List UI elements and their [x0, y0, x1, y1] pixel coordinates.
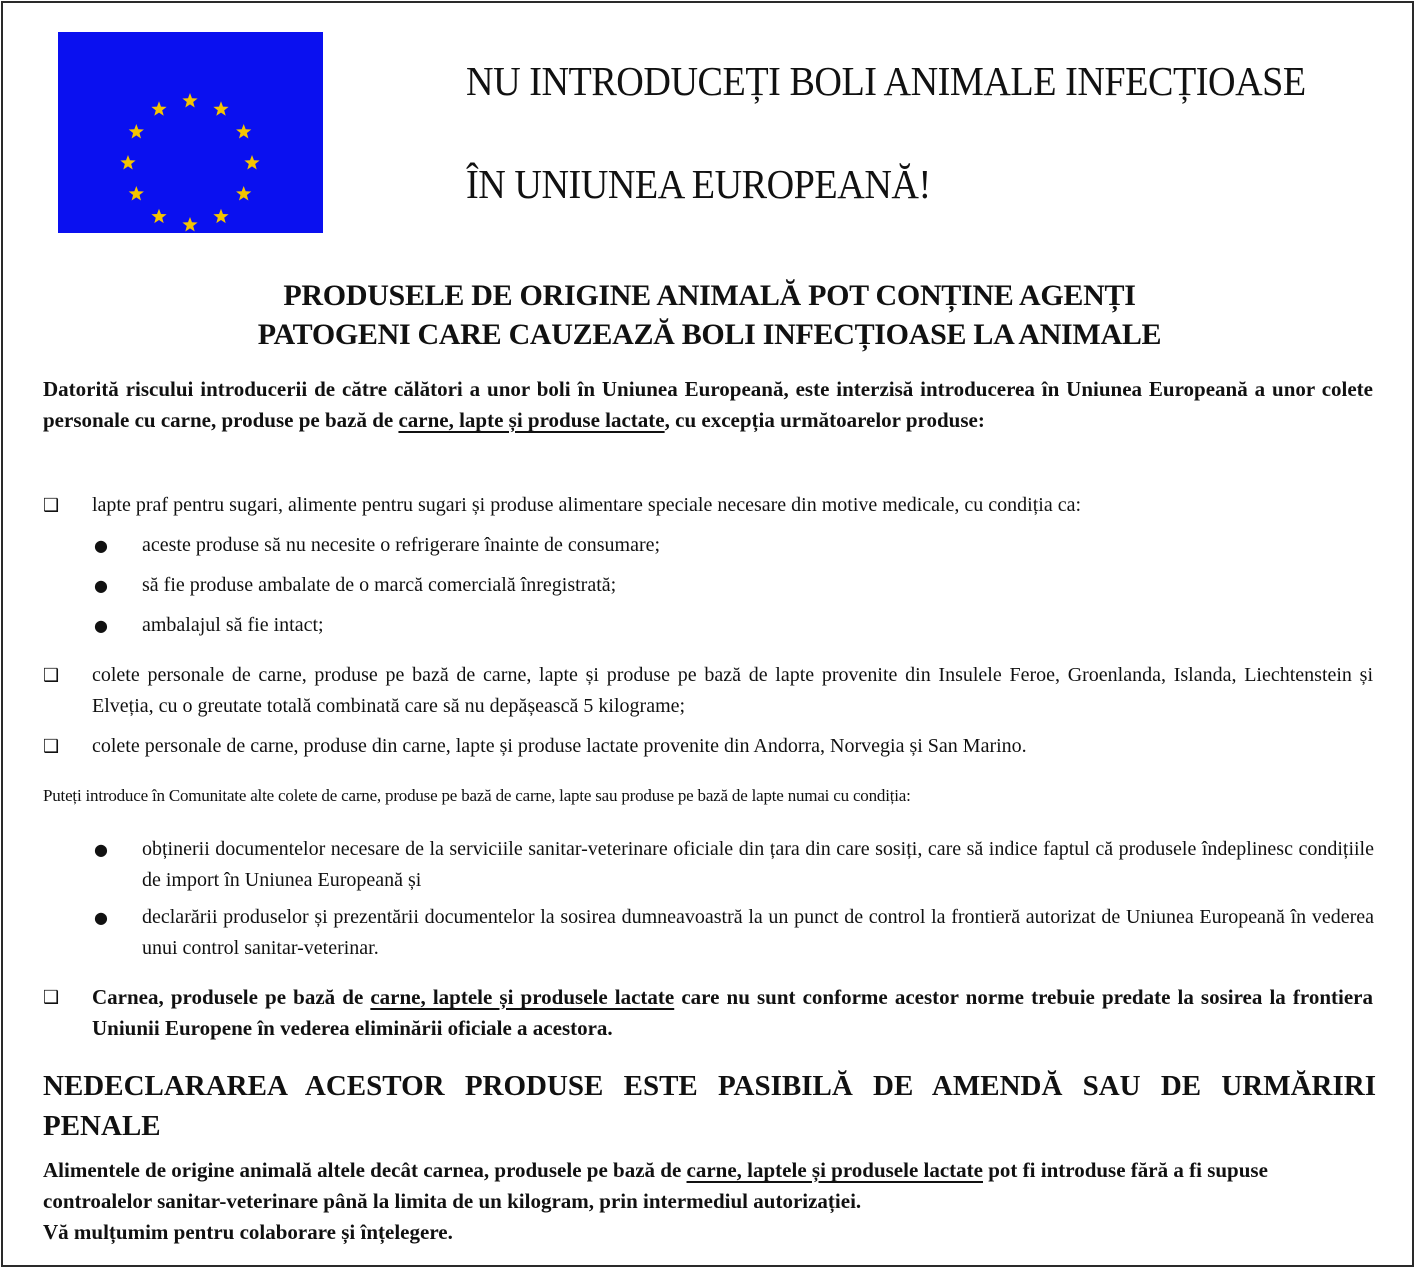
subtitle: [0, 276, 1419, 354]
note-condition-text: declarării produselor și prezentării documentelor la sosirea dumneavoastră la un punct de control la frontieră autorizat de Uniunea Europeană în vederea unui control sanitar-veterinar.: [142, 906, 1374, 959]
exception-text: lapte praf pentru sugari, alimente pentru sugari și produse alimentare speciale necesare din motive medicale, cu condiția ca:: [92, 494, 1082, 516]
surrender-underlined: carne, laptele și produsele lactate: [370, 985, 675, 1009]
condition-item: [94, 530, 1374, 561]
intro-text-before: Datorită riscului introducerii de către călători a unor boli în Uniunea Europeană, este interzisă introducerea în Uniunea Europeană a unor colete personale cu carne, produse pe bază de: [43, 377, 1373, 432]
checkbox-icon: ❑: [43, 987, 60, 1008]
final-text-before: Alimentele de origine animală altele decât carnea, produsele pe bază de: [43, 1158, 687, 1182]
note-condition-item: [94, 902, 1374, 964]
flag-star: [244, 155, 259, 169]
subtitle-line1: PRODUSELE DE ORIGINE ANIMALĂ POT CONȚINE AGENȚI: [283, 279, 1136, 312]
flag-star: [236, 124, 251, 138]
note-paragraph: Puteți introduce în Comunitate alte colete de carne, produse pe bază de carne, lapte sau produse pe bază de lapte numai cu condiția:: [43, 786, 911, 805]
surrender-text: [92, 982, 1373, 1044]
bullet-icon: ●: [94, 536, 108, 555]
flag-star: [129, 186, 144, 200]
page-title-line1: NU INTRODUCEȚI BOLI ANIMALE INFECȚIOASE: [466, 58, 1306, 104]
bullet-icon: ●: [94, 840, 108, 859]
eu-flag: [58, 32, 323, 233]
final-paragraph: [43, 1155, 1373, 1248]
bullet-icon: ●: [94, 616, 108, 635]
final-text: [43, 1155, 1373, 1217]
surrender-text-after: care nu sunt conforme acestor norme trebuie predate la sosirea la frontiera Uniunii Europene în vederea eliminării oficiale a acestora.: [92, 985, 1373, 1040]
flag-star: [151, 209, 166, 223]
checkbox-icon: ❑: [43, 665, 60, 686]
exception-item: [43, 660, 1373, 722]
condition-text: ambalajul să fie intact;: [142, 614, 324, 636]
flag-star: [213, 209, 228, 223]
flag-star: [129, 124, 144, 138]
exception-item: [43, 731, 1373, 762]
condition-text: aceste produse să nu necesite o refrigerare înainte de consumare;: [142, 534, 661, 556]
exception-item: [43, 490, 1373, 521]
note-condition-item: [94, 834, 1374, 896]
flag-star: [213, 101, 228, 115]
page-title-line2: ÎN UNIUNEA EUROPEANĂ!: [466, 161, 931, 207]
flag-star: [120, 155, 135, 169]
condition-item: [94, 570, 1374, 601]
surrender-item: [43, 982, 1373, 1044]
warning-heading: NEDECLARAREA ACESTOR PRODUSE ESTE PASIBILĂ DE AMENDĂ SAU DE URMĂRIRI PENALE: [43, 1070, 1376, 1142]
note-condition-text: obținerii documentelor necesare de la serviciile sanitar-veterinare oficiale din țara din care sosiți, care să indice faptul că produsele îndeplinesc condițiile de import în Uniunea Europeană și: [142, 838, 1374, 891]
final-text-after: pot fi introduse fără a fi supuse controalelor sanitar-veterinare până la limita de un kilogram, prin intermediul autorizației.: [43, 1158, 1268, 1213]
exception-text: colete personale de carne, produse din carne, lapte și produse lactate provenite din Andorra, Norvegia și San Marino.: [92, 735, 1027, 757]
condition-text: să fie produse ambalate de o marcă comercială înregistrată;: [142, 574, 617, 596]
bullet-icon: ●: [94, 576, 108, 595]
flag-star: [151, 101, 166, 115]
intro-text-after: , cu excepția următoarelor produse:: [664, 408, 985, 432]
intro-paragraph: [43, 374, 1373, 436]
condition-item: [94, 610, 1374, 641]
flag-star: [236, 186, 251, 200]
final-underlined: carne, laptele și produsele lactate: [686, 1158, 983, 1182]
flag-star: [182, 93, 197, 107]
flag-star: [182, 217, 197, 231]
thanks-text: Vă mulțumim pentru colaborare și înțelegere.: [43, 1220, 453, 1244]
subtitle-line2: PATOGENI CARE CAUZEAZĂ BOLI INFECȚIOASE LA ANIMALE: [257, 318, 1162, 351]
bullet-icon: ●: [94, 908, 108, 927]
checkbox-icon: ❑: [43, 495, 60, 516]
surrender-text-before: Carnea, produsele pe bază de: [92, 985, 371, 1009]
eu-flag-stars: [58, 32, 323, 233]
exception-text: colete personale de carne, produse pe bază de carne, lapte și produse pe bază de lapte provenite din Insulele Feroe, Groenlanda, Islanda, Liechtenstein și Elveția, cu o greutate totală combinată care să nu depășească 5 kilograme;: [92, 664, 1373, 717]
intro-underlined: carne, lapte și produse lactate: [398, 408, 665, 432]
checkbox-icon: ❑: [43, 736, 60, 757]
